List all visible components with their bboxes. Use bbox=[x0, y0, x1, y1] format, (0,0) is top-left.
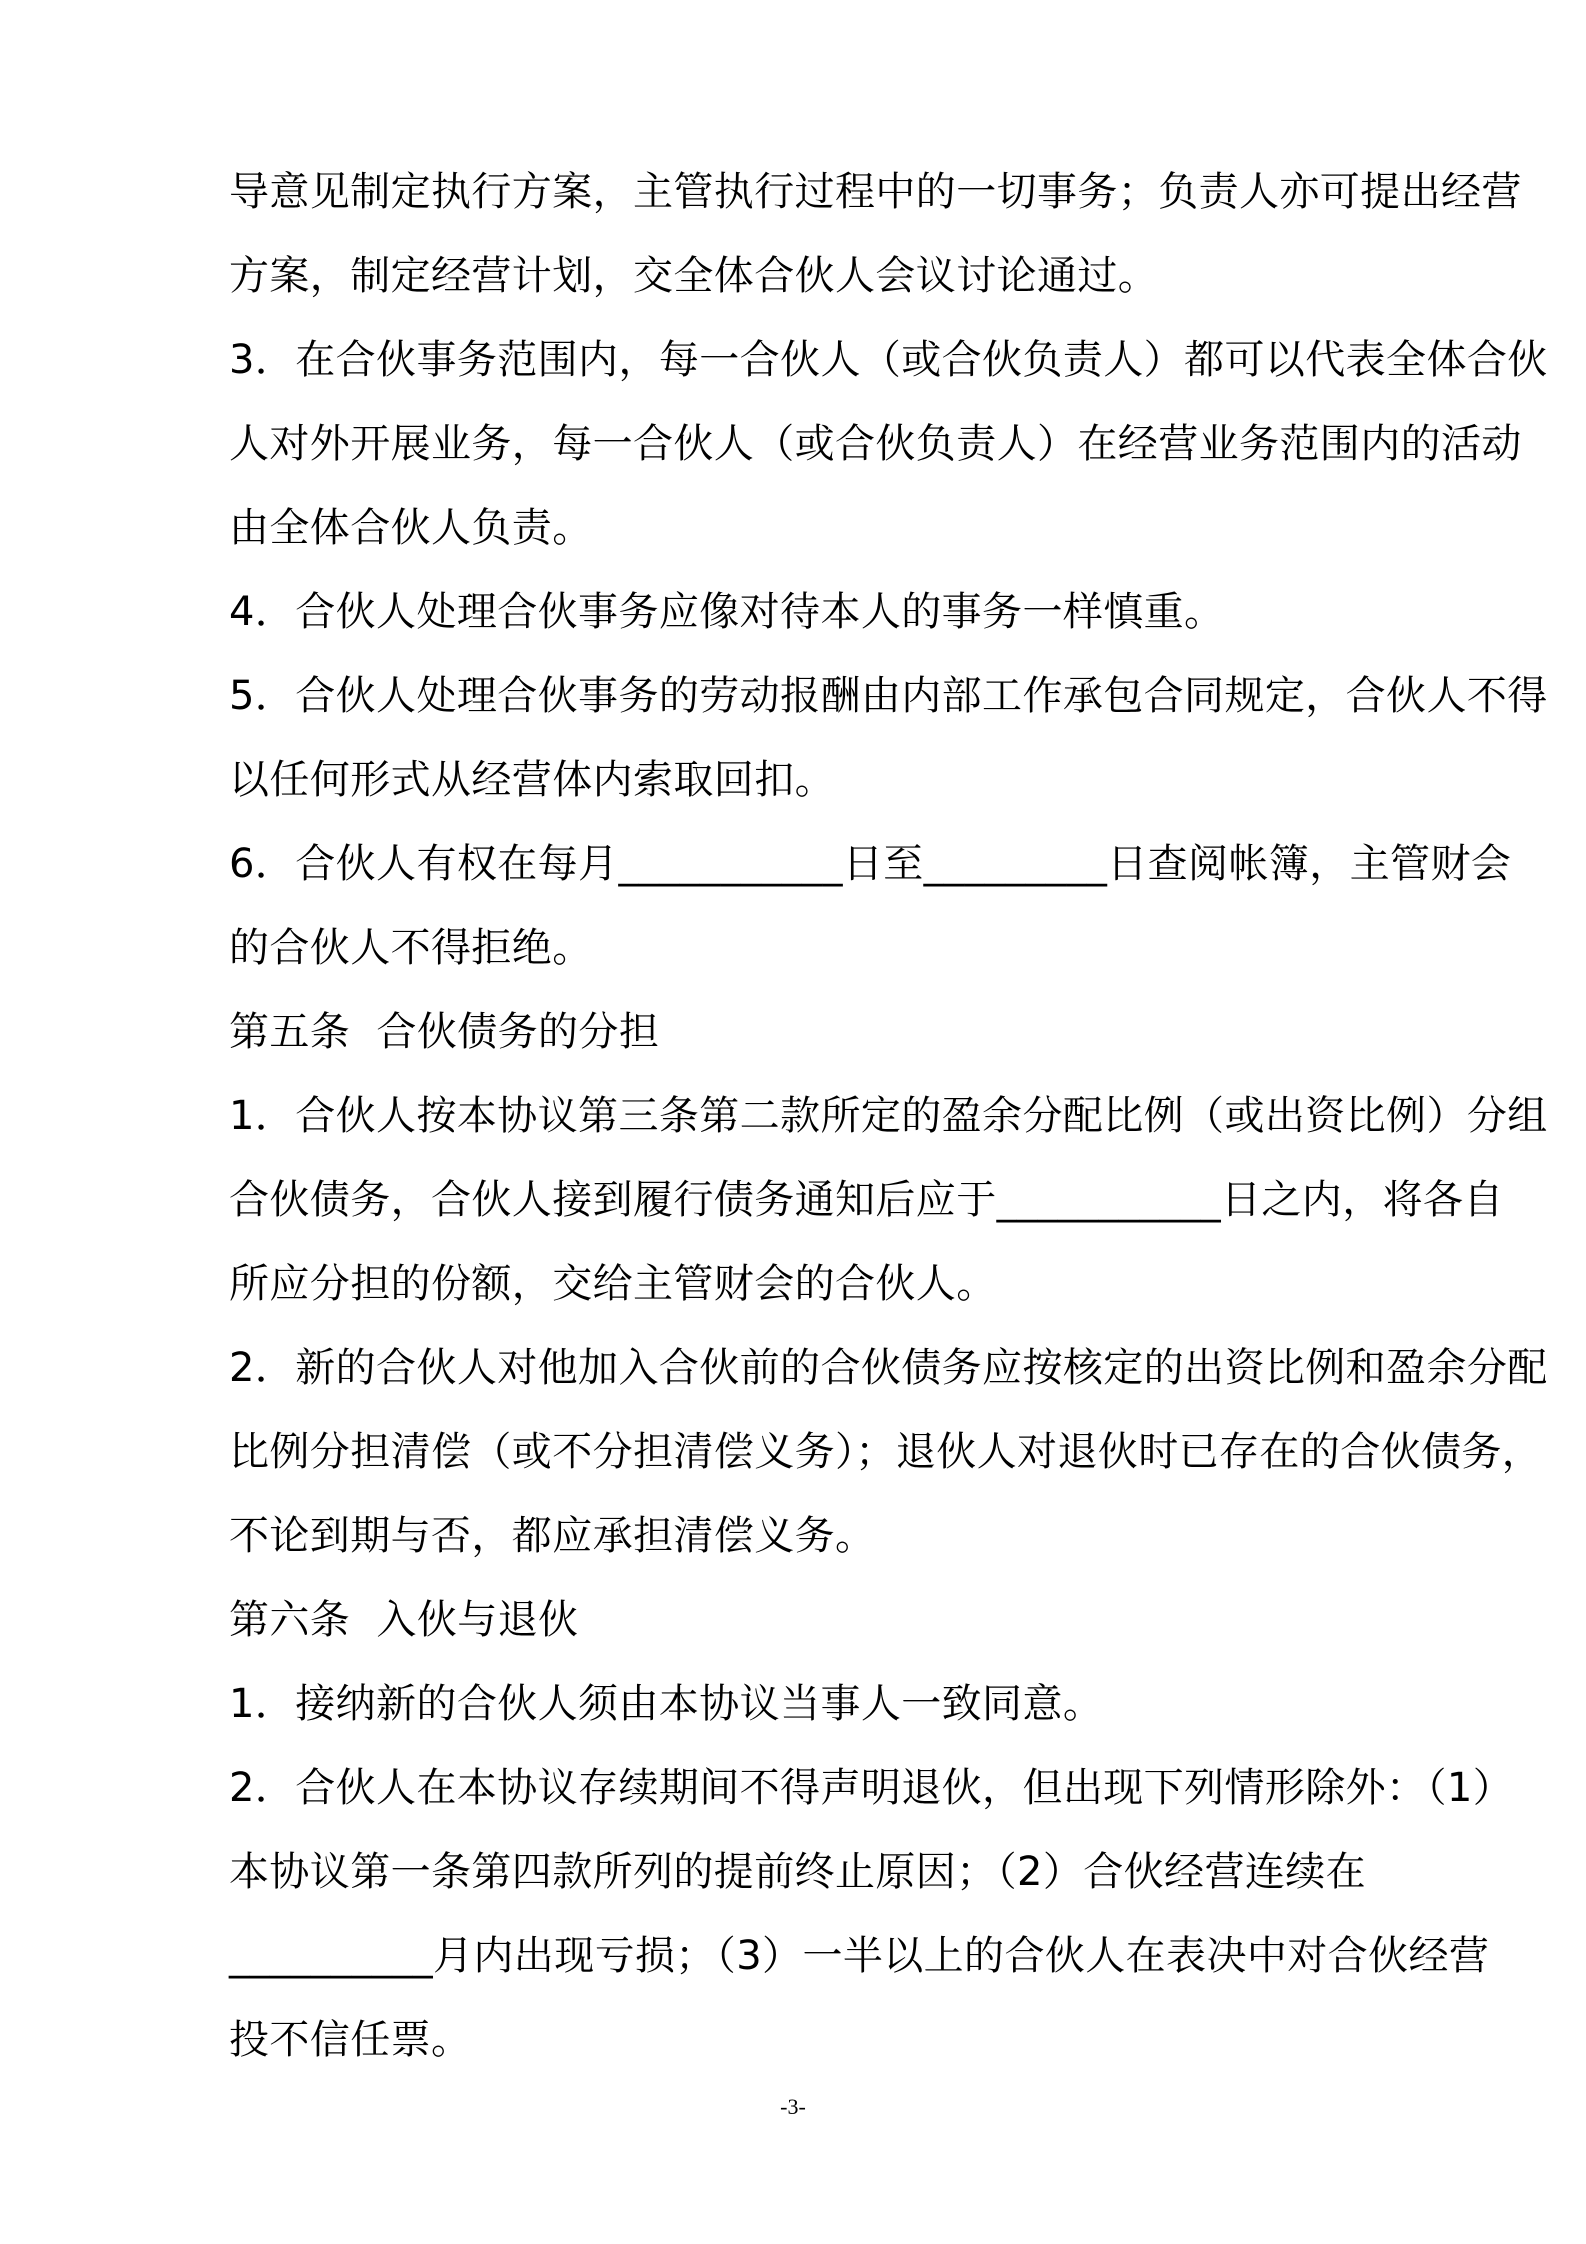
text-line: 6．合伙人有权在每月___________日至_________日查阅帐簿，主管财会 bbox=[229, 841, 1512, 887]
text-line: 比例分担清偿（或不分担清偿义务）；退伙人对退伙时已存在的合伙债务， bbox=[229, 1429, 1543, 1475]
text-line: 所应分担的份额，交给主管财会的合伙人。 bbox=[229, 1261, 997, 1307]
text-line: 3．在合伙事务范围内，每一合伙人（或合伙负责人）都可以代表全体合伙 bbox=[229, 337, 1548, 383]
text-line: __________月内出现亏损；（3）一半以上的合伙人在表决中对合伙经营 bbox=[229, 1933, 1490, 1979]
text-line: 方案，制定经营计划，交全体合伙人会议讨论通过。 bbox=[229, 253, 1159, 299]
section-heading: 第六条 入伙与退伙 bbox=[229, 1597, 579, 1643]
document-body bbox=[229, 150, 1548, 2082]
text-line: 本协议第一条第四款所列的提前终止原因；（2）合伙经营连续在 bbox=[229, 1849, 1367, 1895]
text-line: 5．合伙人处理合伙事务的劳动报酬由内部工作承包合同规定，合伙人不得 bbox=[229, 673, 1548, 719]
text-line: 1．合伙人按本协议第三条第二款所定的盈余分配比例（或出资比例）分组 bbox=[229, 1093, 1548, 1139]
text-line: 不论到期与否，都应承担清偿义务。 bbox=[229, 1513, 876, 1559]
section-heading: 第五条 合伙债务的分担 bbox=[229, 1009, 660, 1055]
text-line: 2．新的合伙人对他加入合伙前的合伙债务应按核定的出资比例和盈余分配 bbox=[229, 1345, 1548, 1391]
text-line: 2．合伙人在本协议存续期间不得声明退伙，但出现下列情形除外：（1） bbox=[229, 1765, 1514, 1811]
page-number: -3- bbox=[780, 2094, 806, 2119]
text-line: 投不信任票。 bbox=[229, 2017, 472, 2063]
text-line: 的合伙人不得拒绝。 bbox=[229, 925, 593, 971]
text-line: 由全体合伙人负责。 bbox=[229, 505, 593, 551]
text-line: 4．合伙人处理合伙事务应像对待本人的事务一样慎重。 bbox=[229, 589, 1225, 635]
text-line: 合伙债务，合伙人接到履行债务通知后应于___________日之内，将各自 bbox=[229, 1177, 1504, 1223]
text-line: 导意见制定执行方案，主管执行过程中的一切事务；负责人亦可提出经营 bbox=[229, 169, 1522, 215]
text-line: 以任何形式从经营体内索取回扣。 bbox=[229, 757, 835, 803]
text-line: 人对外开展业务，每一合伙人（或合伙负责人）在经营业务范围内的活动 bbox=[229, 421, 1522, 467]
text-line: 1．接纳新的合伙人须由本协议当事人一致同意。 bbox=[229, 1681, 1104, 1727]
